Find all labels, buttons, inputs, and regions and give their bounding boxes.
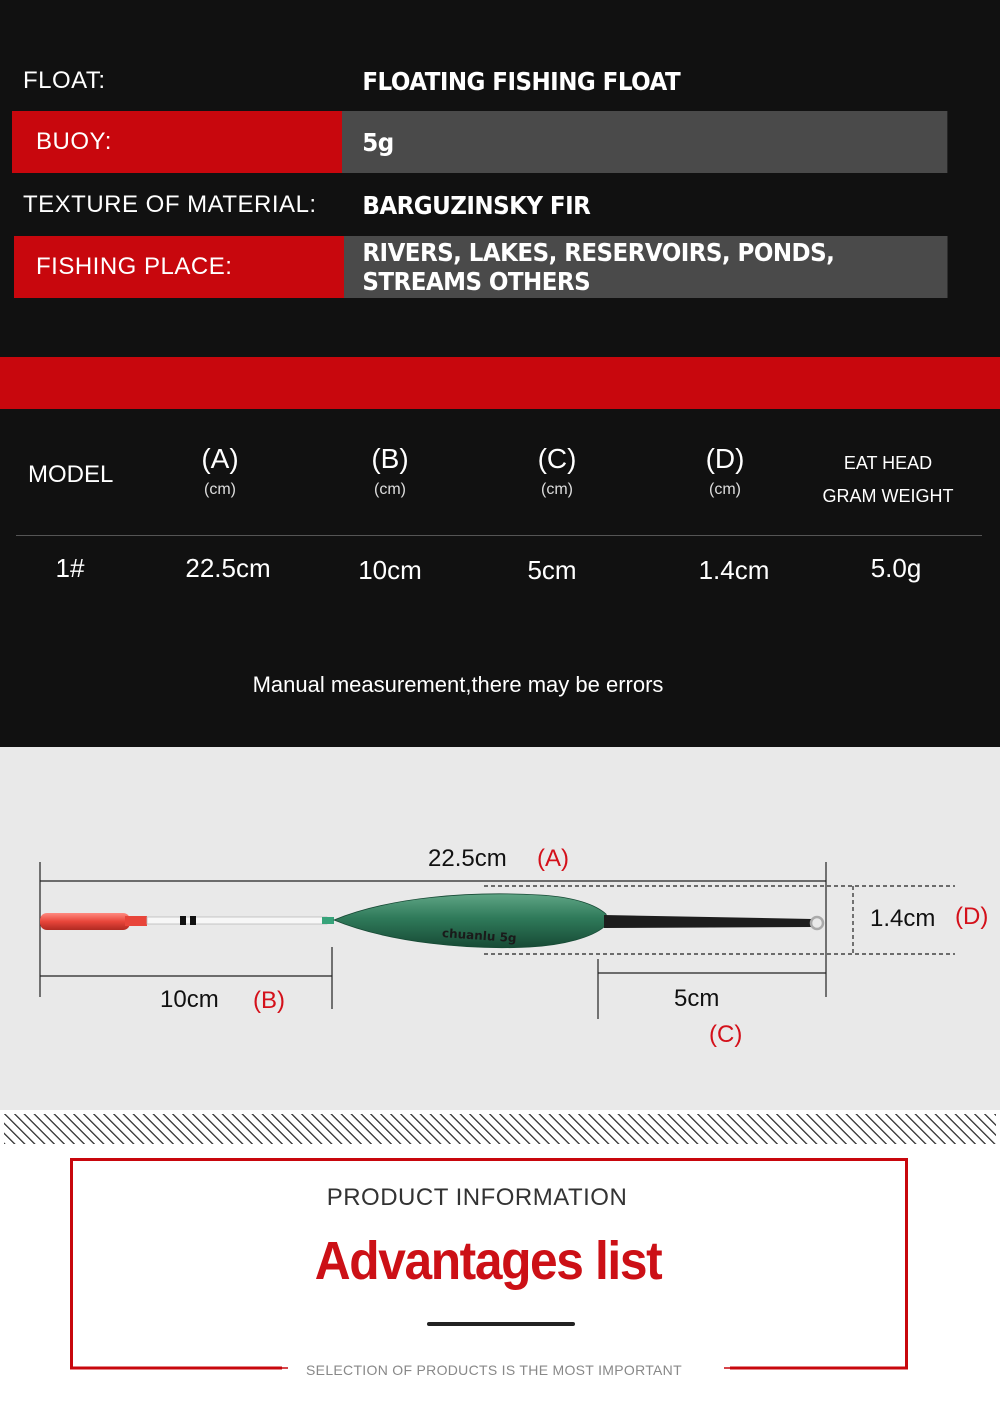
float-tip (40, 913, 130, 930)
red-divider-band (0, 357, 1000, 409)
column-unit: (cm) (374, 481, 406, 498)
cell-a: 22.5cm (185, 553, 271, 583)
spec-label: BUOY: (12, 111, 342, 173)
fishing-float-image (40, 894, 823, 948)
cell-c: 5cm (527, 555, 577, 585)
cell-b: 10cm (358, 555, 422, 585)
headline-underline (427, 1322, 575, 1326)
measurement-note: Manual measurement,there may be errors (252, 672, 664, 697)
column-unit: (cm) (709, 481, 741, 498)
spec-value: BARGUZINSKY FIR (362, 190, 591, 220)
weight-header-line1: EAT HEAD (843, 453, 933, 473)
column-letter: (D) (705, 443, 745, 474)
hatch-divider (4, 1114, 996, 1144)
product-info-section (0, 1110, 1000, 1428)
dimension-d-value: 1.4cm (870, 905, 936, 932)
float-stem (604, 915, 812, 928)
model-header: MODEL (28, 461, 114, 488)
dimension-c-letter: (C) (709, 1021, 743, 1048)
weight-header-line2: GRAM WEIGHT (822, 486, 954, 506)
spec-row-fishing-place (14, 236, 1000, 298)
float-dimension-drawing (0, 747, 1000, 1110)
dimension-b-letter: (B) (253, 987, 285, 1014)
dimension-d-letter: (D) (955, 903, 989, 930)
advantages-headline: Advantages list (314, 1231, 662, 1291)
column-header-c (507, 443, 607, 499)
cell-d: 1.4cm (698, 555, 770, 585)
spec-label: FISHING PLACE: (14, 236, 344, 298)
weight-header (808, 447, 968, 513)
spec-value: RIVERS, LAKES, RESERVOIRS, PONDS, STREAMS OTHERS (344, 236, 948, 298)
dimension-a-letter: (A) (537, 845, 569, 872)
product-info-box (70, 1158, 908, 1378)
spec-row-material (0, 174, 1000, 236)
dimension-b-value: 10cm (160, 986, 219, 1013)
dimension-diagram (0, 747, 1000, 1110)
column-letter: (C) (537, 443, 577, 474)
spec-value: FLOATING FISHING FLOAT (362, 66, 681, 96)
dimension-c-value: 5cm (674, 985, 720, 1012)
spec-section (0, 0, 1000, 357)
column-header-d (675, 443, 775, 499)
cell-model: 1# (55, 553, 85, 583)
size-table (0, 409, 1000, 747)
column-header-b (340, 443, 440, 499)
column-unit: (cm) (204, 481, 236, 498)
info-subtitle: SELECTION OF PRODUCTS IS THE MOST IMPORTANT (306, 1362, 682, 1378)
spec-label: TEXTURE OF MATERIAL: (23, 191, 317, 218)
column-letter: (A) (201, 443, 239, 474)
product-info-title: PRODUCT INFORMATION (326, 1184, 628, 1211)
float-body-text: chuanlu 5g (441, 926, 517, 946)
table-divider (16, 535, 982, 536)
float-eyelet (811, 917, 823, 929)
spec-row-float (0, 50, 1000, 112)
spec-label: FLOAT: (23, 67, 106, 94)
spec-row-buoy (12, 111, 1000, 173)
column-letter: (B) (371, 443, 409, 474)
column-unit: (cm) (541, 481, 573, 498)
spec-value: 5g (342, 111, 947, 173)
float-antenna (147, 917, 327, 924)
dimension-a-value: 22.5cm (428, 845, 507, 872)
column-header-a (170, 443, 270, 499)
cell-weight: 5.0g (870, 553, 922, 583)
